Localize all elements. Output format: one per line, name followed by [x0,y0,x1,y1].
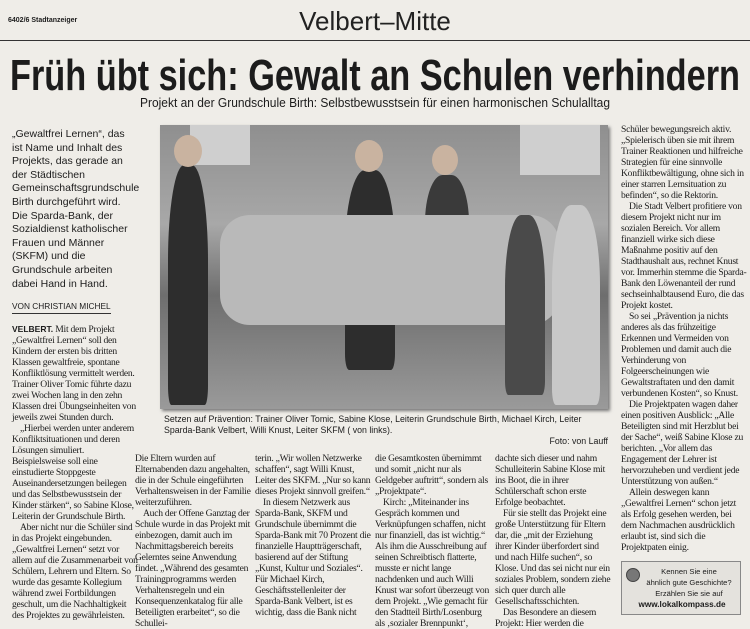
lower-article-area [135,414,615,629]
right-column [621,124,747,615]
intro-text: „Gewaltfrei Lernen“, das ist Name und Inhalt des Projekts, das gerade an der Städtischen Gemeinschaftsgrundschule Birth durchgeführt wird. Die Sparda-Bank, der Sozialdienst katholischer Frauen und Männer (SKFM) und die Grundschule arbeiten dabei Hand in Hand. [12,128,140,290]
paragraph [12,324,138,423]
paragraph: Die Eltern wurden auf Elternabenden dazu angehalten, die in der Schule eingeführten Verhaltensweisen in der Familie weiterzuführen. [135,453,251,508]
paragraph: So sei „Prävention ja nichts anderes als das frühzeitige Erkennen und Vermeiden von Problemen und damit auch die Verhinderung von Folgeerscheinungen wie Gewaltstraftaten und den damit verbundenen Kosten“, so Knust. [621,311,738,399]
paragraph: In diesem Netzwerk aus Sparda-Bank, SKFM und Grundschule übernimmt die Sparda-Bank mit 70 Prozent die finanzielle Hauptträgerschaft, basierend auf der Stiftung „Kunst, Kultur und Soziales“. Für Michael Kirch, Geschäftsstellenleiter der Sparda-Bank Velbert, ist es wichtig, dass die Bank nicht [255,497,371,618]
left-column [12,128,138,621]
promo-box [621,561,741,615]
paragraph: Allein deswegen kann „Gewaltfrei Lernen“ schon jetzt als Erfolg gesehen werden, bei dem Nachmachen ausdrücklich erlaubt ist, sind sich die Projektpaten einig. [621,487,737,553]
article-column-6 [621,124,747,553]
subheadline-text: Projekt an der Grundschule Birth: Selbstbewusstsein für einen harmonischen Schulalltag [140,95,610,110]
paragraph: Das Besondere an diesem Projekt: Hier werden die [495,607,597,629]
paragraph: terin. „Wir wollen Netzwerke schaffen“, sagt Willi Knust, Leiter des SKFM. „Nur so kann dieses Projekt sinnvoll greifen.“ [255,453,371,497]
section-title: Velbert–Mitte [299,6,451,36]
article-column-3 [255,453,371,629]
photo-figure [505,215,545,395]
article-column-1 [12,324,138,621]
promo-line: Erzählen Sie sie auf [655,589,723,598]
headline [10,50,740,98]
paragraph: dachte sich dieser und nahm Schulleiterin Sabine Klose mit ins Boot, die in ihrer Schülerschaft schon erste Erfolge beobachtet. [495,453,606,508]
photo-caption [164,414,608,447]
article-columns [135,453,615,629]
paragraph: die Gesamtkosten übernimmt und somit „nicht nur als Geldgeber auftritt“, sondern als „Projektpate“. [375,453,488,497]
promo-line: ähnlich gute Geschichte? [646,578,732,587]
lokalkompass-logo-icon [626,568,640,582]
paragraph: Auch der Offene Ganztag der Schule wurde in das Projekt mit einbezogen, damit auch im Nachmittagsbereich bereits Gelerntes seine Anwendung findet. „Während des gesamten Trainingprogramms werden Verhaltensregeln und ein Konsequenzenkatalog für alle Beteiligten erarbeitet“, so die Schullei- [135,508,251,629]
paragraph: Aber nicht nur die Schüler sind in das Projekt eingebunden. „Gewaltfrei Lernen“ setzt vor allem auf die Zusammenarbeit von Schülern, Lehrern und Eltern. So wurde das gesamte Kollegium während zwei Fortbildungen geschult, um die Nachhaltigkeit des Projektes zu gewährleisten. [12,522,138,622]
paragraph: Für sie stellt das Projekt eine große Unterstützung für Eltern dar, die „mit der Erziehung ihrer Kinder überfordert sind und nach Hilfe suchen“, so Klose. Und das sei nicht nur ein soziales Problem, sondern ziehe sich quer durch alle Gesellschaftsschichten. [495,508,611,607]
photo-figure-head [355,140,383,172]
paragraph-text: Mit dem Projekt „Gewaltfrei Lernen“ soll den Kindern der ersten bis dritten Klassen gewaltfreie, spontane Konfliktlösung vermittelt werden. Trainer Oliver Tomic führte dazu zwei Wochen lang in den zehn Klassen drei Übungseinheiten von jeweils zwei Stunden durch. [12,324,136,424]
promo-line: Kennen Sie eine [661,567,717,576]
paragraph: Schüler bewegungsreich aktiv. „Spielerisch üben sie mit ihrem Trainer Reaktionen und hilfreiche Strategien für eine sinnvolle Konfliktbewältigung, ohne sich in einer starren Lernsituation zu befinden“, so die Rektorin. [621,124,744,201]
caption-text: Setzen auf Prävention: Trainer Oliver Tomic, Sabine Klose, Leiterin Grundschule Birth, Michael Kirch, Leiter Sparda-Bank Velbert, Willi Knust, Leiter SKFM ( von links). [164,414,582,435]
photo-figure-head [432,145,458,175]
subheadline [140,95,610,111]
article-column-5 [495,453,611,629]
article-column-2 [135,453,251,629]
paragraph: Kirch: „Miteinander ins Gespräch kommen und Verknüpfungen schaffen, nicht nur finanziell, das ist wichtig.“ Als ihm die Ausschreibung auf seinen Schreibtisch flatterte, musste er nicht lange nachdenken und auch Willi Knust war sofort überzeugt von dem Projekt. „Wie gemacht für den Stadtteil Birth/Losenburg als ‚sozialer Brennpunkt‘, [375,497,489,629]
headline-text: Früh übt sich: Gewalt an Schulen verhindern [10,51,740,98]
paragraph: „Hierbei werden unter anderem Konfliktsituationen und deren Lösungen simuliert. Beispielsweise soll eine einstudierte Stoppgeste Auseinandersetzungen beilegen und das Selbstbewusstsein der Kinder stärken“, so Sabine Klose, Leiterin der Grundschule Birth. [12,423,134,523]
photo-figure-head [174,135,202,167]
photo-figure [168,165,208,405]
header-rule [0,40,750,41]
promo-url[interactable]: www.lokalkompass.de [638,600,726,609]
photo-credit: Foto: von Lauff [549,436,608,446]
article-photo [160,125,608,409]
paragraph: Die Stadt Velbert profitiere von diesem Projekt nicht nur im sozialen Bereich. Vor allem finanziell wirke sich diese Maßnahme positiv auf den Stadthaushalt aus, rechnet Knust vor. Immerhin stemme die Sparda-Bank den Löwenanteil der rund sechseinhalbtausend Euro, die das Projekt kostet. [621,201,747,311]
article-column-4 [375,453,491,629]
paragraph: Die Projektpaten wagen daher einen positiven Ausblick: „Alle Beteiligten sind mit Herzblut bei der Sache“, weiß Sabine Klose zu berichten. „Vor allem das Engagement der Lehrer ist hervorzuheben und verdient jede Unterstützung von außen.“ [621,399,744,487]
photo-figure [552,205,600,405]
dateline: VELBERT. [12,324,54,335]
photo-window [520,125,600,175]
page-info: 6402/6 Stadtanzeiger [8,17,78,24]
byline: VON CHRISTIAN MICHEL [12,301,111,314]
